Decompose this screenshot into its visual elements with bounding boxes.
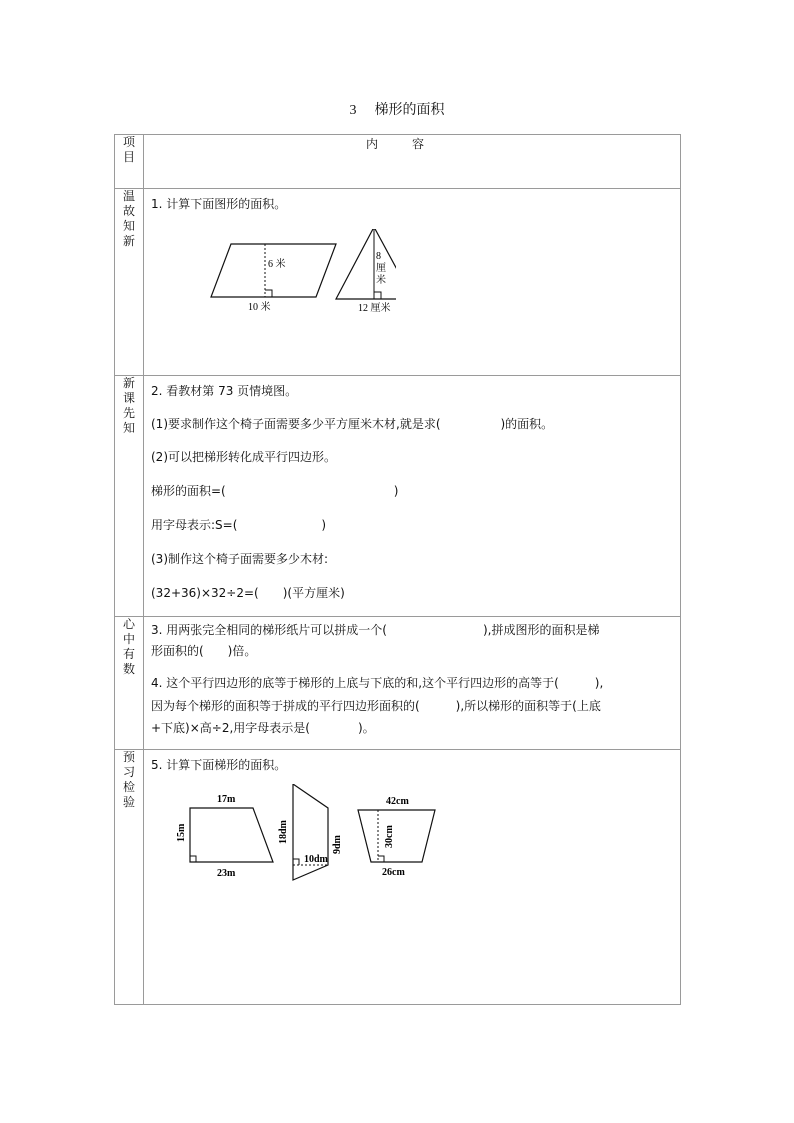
review-row [115, 189, 681, 376]
mind-label-char: 心 [122, 617, 135, 631]
title-number: 3 [349, 103, 357, 118]
question-2-3: (3)制作这个椅子面需要多少木材: [151, 552, 329, 566]
question-4-line-1: 4. 这个平行四边形的底等于梯形的上底与下底的和,这个平行四边形的高等于( ), [151, 676, 604, 690]
page-title [0, 99, 794, 119]
calc-line: (32+36)×32÷2=( )(平方厘米) [151, 586, 345, 600]
preview-label-char: 课 [122, 391, 135, 405]
title-text: 梯形的面积 [374, 102, 445, 118]
question-4-line-3: +下底)×高÷2,用字母表示是( )。 [151, 721, 375, 735]
triangle-height-label-1: 8 [376, 251, 381, 262]
worksheet-table [114, 134, 681, 1005]
mind-label-char: 数 [122, 662, 135, 676]
review-content [144, 189, 681, 376]
preview-content [144, 376, 681, 617]
practice-content [144, 750, 681, 1005]
preview-label-char: 新 [122, 376, 135, 390]
question-2-1: (1)要求制作这个椅子面需要多少平方厘米木材,就是求( )的面积。 [151, 417, 554, 431]
header-content-cell: 内容 [144, 135, 681, 189]
practice-label [115, 750, 144, 1005]
triangle-height-label-3: 米 [376, 275, 386, 286]
practice-label-char: 习 [122, 765, 135, 779]
right-angle-mark [374, 292, 381, 299]
triangle-base-label: 12 厘米 [358, 303, 391, 314]
review-label-char: 知 [122, 219, 135, 233]
trapezoid-a-height-label: 15m [176, 823, 187, 842]
header-item-cell [115, 135, 144, 189]
right-angle-mark [293, 859, 299, 865]
preview-label [115, 376, 144, 617]
triangle-shape [336, 229, 396, 299]
trapezoid-c-shape [358, 810, 435, 862]
preview-label-char: 先 [122, 406, 135, 420]
trapezoid-c-bottom-label: 26cm [382, 867, 405, 878]
header-row [115, 135, 681, 189]
preview-label-char: 知 [122, 421, 135, 435]
mind-content [144, 617, 681, 750]
right-angle-mark [265, 290, 272, 297]
question-3-line-2: 形面积的( )倍。 [151, 644, 257, 658]
trapezoid-b-height-label: 10dm [304, 854, 328, 865]
review-label-char: 故 [122, 204, 135, 218]
formula-line: 用字母表示:S=( ) [151, 518, 327, 532]
review-label-char: 温 [122, 189, 135, 203]
parallelogram-base-label: 10 米 [248, 302, 271, 313]
review-label-char: 新 [122, 234, 135, 248]
trapezoid-b-left-label: 18dm [278, 820, 289, 844]
mind-row [115, 617, 681, 750]
header-item-char-1: 项 [122, 135, 135, 149]
trapezoid-area-line: 梯形的面积=( ) [151, 484, 399, 498]
mind-label [115, 617, 144, 750]
practice-label-char: 预 [122, 750, 135, 764]
trapezoid-c-top-label: 42cm [386, 796, 409, 807]
parallelogram-shape [211, 244, 336, 297]
trapezoid-b-right-label: 9dm [332, 835, 343, 854]
parallelogram-height-label: 6 米 [268, 259, 286, 270]
right-angle-mark [378, 856, 384, 862]
header-item-char-2: 目 [122, 150, 135, 164]
right-angle-mark [190, 856, 196, 862]
trapezoid-a-shape [190, 808, 273, 862]
trapezoid-a-bottom-label: 23m [217, 868, 236, 879]
trapezoid-b-shape [293, 784, 328, 880]
question-2: 2. 看教材第 73 页情境图。 [151, 384, 298, 398]
preview-row [115, 376, 681, 617]
practice-figures [170, 784, 470, 914]
review-figures [196, 229, 396, 329]
mind-label-char: 有 [122, 647, 135, 661]
practice-label-char: 验 [122, 795, 135, 809]
practice-row [115, 750, 681, 1005]
question-2-2: (2)可以把梯形转化成平行四边形。 [151, 450, 336, 464]
question-4-line-2: 因为每个梯形的面积等于拼成的平行四边形面积的( ),所以梯形的面积等于(上底 [151, 699, 601, 713]
question-5: 5. 计算下面梯形的面积。 [151, 758, 287, 772]
question-1: 1. 计算下面图形的面积。 [151, 197, 287, 211]
trapezoid-a-top-label: 17m [217, 794, 236, 805]
triangle-height-label-2: 厘 [376, 263, 386, 274]
trapezoid-c-height-label: 30cm [384, 825, 395, 848]
question-3-line-1: 3. 用两张完全相同的梯形纸片可以拼成一个( ),拼成图形的面积是梯 [151, 623, 600, 637]
review-label [115, 189, 144, 376]
mind-label-char: 中 [122, 632, 135, 646]
practice-label-char: 检 [122, 780, 135, 794]
